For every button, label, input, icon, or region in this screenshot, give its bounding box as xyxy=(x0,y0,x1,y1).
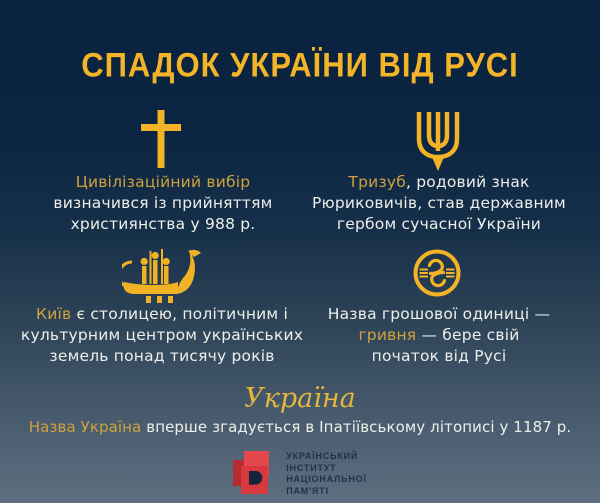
kyiv-text xyxy=(18,304,306,367)
kyiv-highlight: Київ xyxy=(36,305,72,323)
text-line: , родовий знак xyxy=(405,173,530,191)
text-line: Назва грошової одиниці — xyxy=(327,305,551,323)
tryzub-text xyxy=(305,172,573,235)
text-line: Рюриковичів, став державним xyxy=(312,194,566,212)
uinp-logo-text xyxy=(286,451,367,497)
hryvnia-icon xyxy=(413,249,461,297)
hryvnia-highlight: гривня xyxy=(358,326,417,344)
text-line: визначився із прийняттям xyxy=(53,194,273,212)
page-title: СПАДОК УКРАЇНИ ВІД РУСІ xyxy=(81,45,519,85)
text-line: земель понад тисячу років xyxy=(49,347,275,365)
uinp-logo-icon xyxy=(233,451,275,497)
christianity-text xyxy=(28,172,298,235)
text-line: початок від Русі xyxy=(371,347,507,365)
logo-line: НАЦІОНАЛЬНОЇ xyxy=(286,474,367,484)
text-line: гербом сучасної України xyxy=(336,215,542,233)
text-line: — бере свій xyxy=(416,326,520,344)
trident-icon xyxy=(414,111,462,171)
text-line: культурним центром українських xyxy=(20,326,304,344)
logo-line: ІНСТИТУТ xyxy=(286,462,337,473)
ukraina-fact-text xyxy=(0,418,600,436)
text-line: вперше згадується в Іпатіївському літописі у 1187 р. xyxy=(141,418,572,436)
hryvnia-text xyxy=(308,304,570,367)
tryzub-highlight: Тризуб xyxy=(348,173,406,191)
uinp-logo xyxy=(0,451,600,497)
ukraina-script-title: Україна xyxy=(244,383,356,414)
logo-line: ПАМ'ЯТІ xyxy=(286,485,329,496)
ukraina-fact-highlight: Назва Україна xyxy=(28,418,142,436)
text-line: є столицею, політичним і xyxy=(71,305,288,323)
text-line: християнства у 988 р. xyxy=(70,215,256,233)
christianity-highlight: Цивілізаційний вибір xyxy=(75,173,251,191)
cross-icon xyxy=(140,110,182,168)
boat-icon xyxy=(122,248,204,304)
logo-line: УКРАЇНСЬКИЙ xyxy=(286,451,359,461)
